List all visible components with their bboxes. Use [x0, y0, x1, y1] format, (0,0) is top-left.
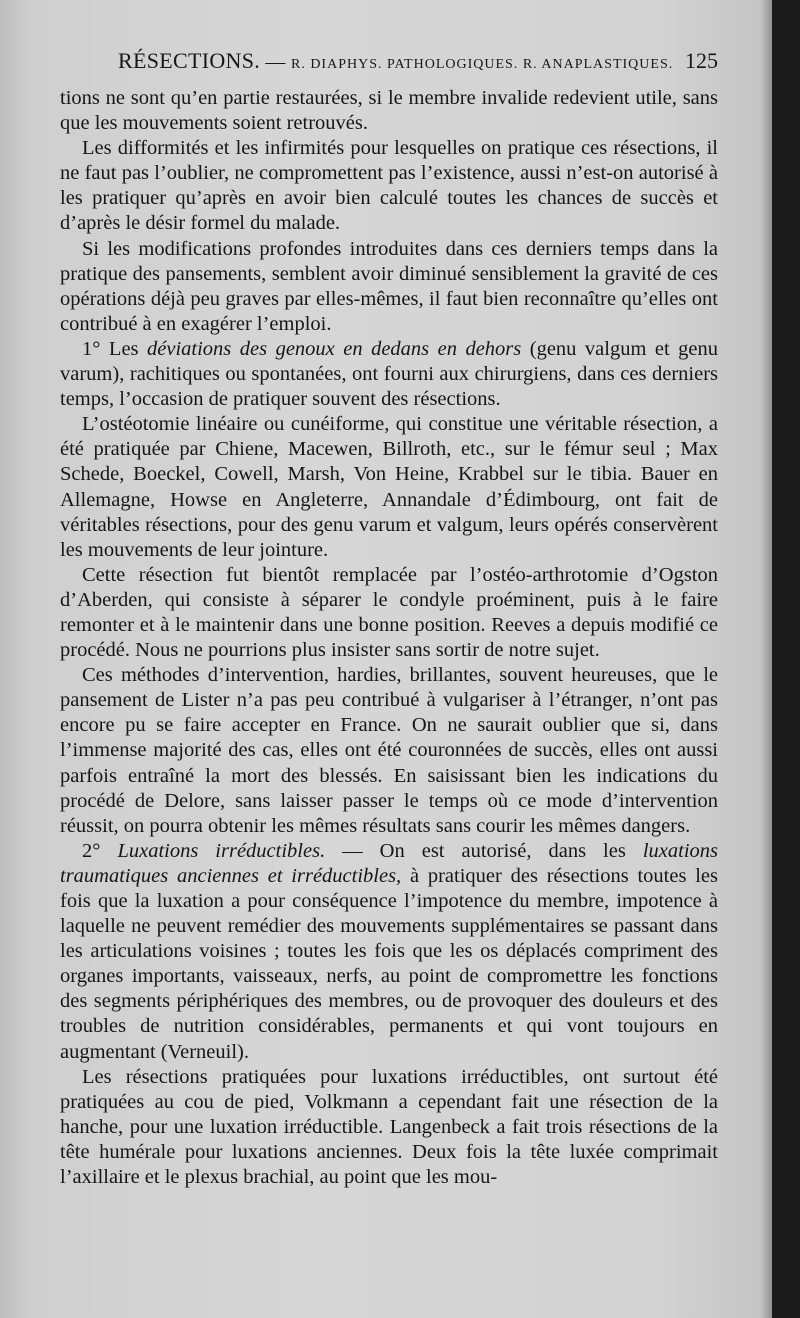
paragraph-mid: — On est autorisé, dans les [325, 839, 643, 862]
page-edge-shadow [760, 0, 772, 1318]
paragraph-italic: luxations traumatiques anciennes et irréductibles, [60, 839, 718, 887]
paragraph: L’ostéotomie linéaire ou cunéiforme, qui constitue une véritable résection, a été pratiquée par Chiene, Macewen, Billroth, etc., sur le fémur seul ; Max Schede, Boeckel, Cowell, Marsh, Von Heine, Krabbel sur le tibia. Bauer en Allemagne, Howse en Angleterre, Annandale d’Édimbourg, ont fait de véritables résections, pour des genu varum et valgum, leurs opérés conservèrent les mouvements de leur jointure. [60, 413, 718, 561]
paragraph [60, 337, 718, 412]
paragraph: Ces méthodes d’intervention, hardies, brillantes, souvent heureuses, que le pansement de Lister n’a pas peu contribué à vulgariser à l’étranger, n’ont pas encore pu se faire accepter en France. On ne saurait oublier que si, dans l’immense majorité des cas, elles ont été couronnées de succès, elles ont aussi parfois entraîné la mort des blessés. En saisissant bien les indications du procédé de Delore, sans laisser passer le temps où ce mode d’intervention réussit, on pourra obtenir les mêmes résultats sans courir les mêmes dangers. [60, 664, 718, 837]
paragraph: Cette résection fut bientôt remplacée par l’ostéo-arthrotomie d’Ogston d’Aberden, qui consiste à séparer le condyle proéminent, puis à le faire remonter et à le maintenir dans une bonne position. Reeves a depuis modifié ce procédé. Nous ne pourrions plus insister sans sortir de notre sujet. [60, 563, 718, 662]
paragraph-rest: (genu valgum et genu varum), rachitiques ou spontanées, ont fourni aux chirurgiens, dans ces derniers temps, l’occasion de pratiquer souvent des résections. [60, 337, 718, 411]
running-head-subtitle: R. DIAPHYS. PATHOLOGIQUES. R. ANAPLASTIQUES. [290, 57, 674, 72]
paragraph-lead: 1° Les [82, 337, 148, 360]
running-head-title-group [118, 48, 673, 74]
paragraph: tions ne sont qu’en partie restaurées, si le membre invalide redevient utile, sans que les mouvements soient retrouvés. [60, 87, 718, 135]
paragraph: Si les modifications profondes introduites dans ces derniers temps dans la pratique des pansements, semblent avoir diminué sensiblement la gravité de ces opérations déjà peu graves par elles-mêmes, il faut bien reconnaître qu’elles ont contribué à en exagérer l’emploi. [60, 237, 718, 335]
paragraph [60, 839, 718, 1065]
running-head-title: RÉSECTIONS. [118, 48, 261, 73]
paragraph-lead: 2° [82, 839, 118, 862]
paragraph-rest: à pratiquer des résections toutes les fois que la luxation a pour conséquence l’impotence du membre, impotence à laquelle ne peuvent remédier des mouvements supplémentaires se passant dans les articulations voisines ; toutes les fois que les os déplacés compriment des organes importants, vaisseaux, nerfs, au point de compromettre les fonctions des segments périphériques des membres, ou de provoquer des douleurs et des troubles de nutrition considérables, permanents et qui vont toujours en augmentant (Verneuil). [60, 864, 718, 1063]
section-heading-italic: Luxations irréductibles. [117, 839, 326, 862]
body-text [60, 86, 718, 1190]
paragraph-italic: déviations des genoux en dedans en dehors [147, 337, 522, 360]
paragraph: Les résections pratiquées pour luxations irréductibles, ont surtout été pratiquées au cou de pied, Volkmann a cependant fait une résection de la hanche, pour une luxation irréductible. Langenbeck a fait trois résections de la tête humérale pour luxations anciennes. Deux fois la tête luxée comprimait l’axillaire et le plexus brachial, au point que les mou- [60, 1065, 718, 1189]
page-number: 125 [685, 48, 718, 73]
paragraph: Les difformités et les infirmités pour lesquelles on pratique ces résections, il ne faut pas l’oublier, ne compromettent pas l’existence, aussi n’est-on autorisé à les pratiquer qu’après en avoir bien calculé toutes les chances de succès et d’après le désir formel du malade. [60, 137, 718, 235]
running-head-dash: — [265, 51, 286, 73]
running-head [60, 46, 718, 80]
